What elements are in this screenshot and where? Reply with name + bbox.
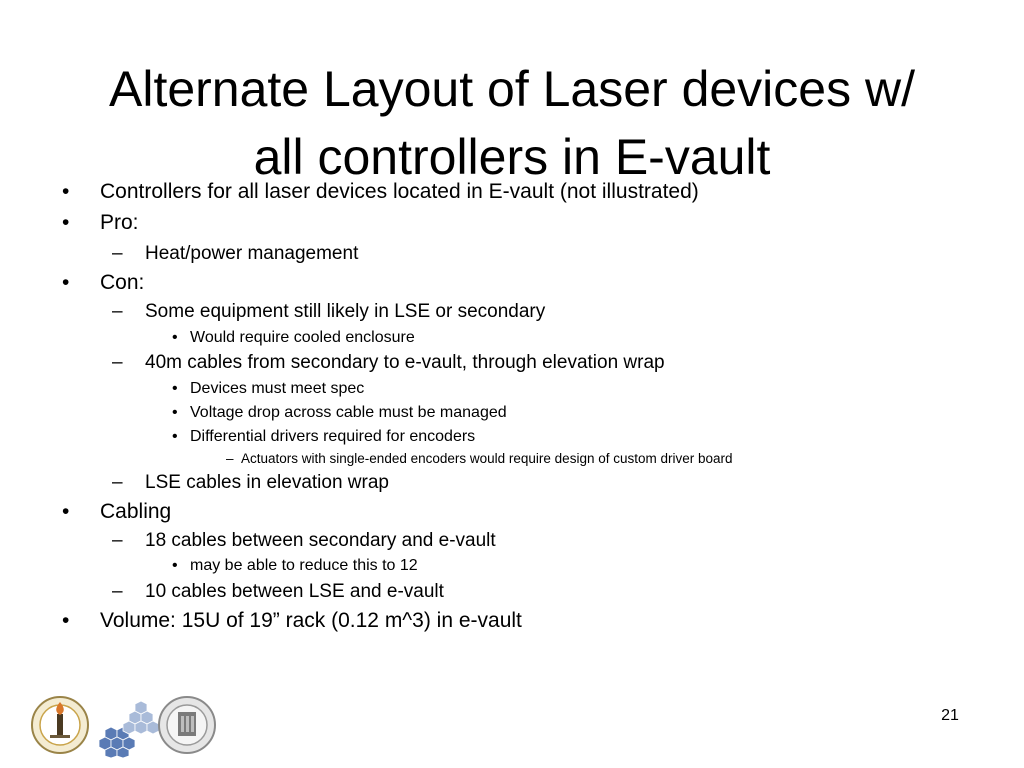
list-item-text: Voltage drop across cable must be managed [190, 404, 507, 421]
slide-title [60, 55, 964, 191]
dash-marker: – [112, 301, 123, 322]
bullet-marker: • [62, 500, 70, 523]
bullet-marker: • [172, 380, 178, 397]
dash-marker: – [112, 472, 123, 493]
dash-marker: – [112, 581, 123, 602]
list-item-text: 18 cables between secondary and e-vault [145, 530, 496, 551]
bullet-marker: • [62, 180, 70, 203]
bullet-marker: • [62, 609, 70, 632]
list-item-text: Cabling [100, 500, 172, 523]
logos-graphic [30, 692, 220, 758]
slide-title-line-2: all controllers in E-vault [253, 129, 771, 185]
bullet-marker: • [172, 404, 178, 421]
list-item-text: Differential drivers required for encoders [190, 428, 476, 445]
list-item-text: LSE cables in elevation wrap [145, 472, 389, 493]
caltech-seal-logo [32, 697, 88, 753]
logo-strip [30, 692, 220, 758]
bullet-marker: • [172, 428, 178, 445]
segmented-mirror-logo [99, 701, 159, 758]
bullet-marker: • [172, 557, 178, 574]
list-item-text: may be able to reduce this to 12 [190, 557, 418, 574]
list-item-text: Would require cooled enclosure [190, 329, 415, 346]
list-item-text: Some equipment still likely in LSE or secondary [145, 301, 546, 322]
list-item-text: Controllers for all laser devices located in E-vault (not illustrated) [100, 180, 699, 203]
dash-marker: – [112, 530, 123, 551]
list-item-text: 40m cables from secondary to e-vault, through elevation wrap [145, 352, 665, 373]
dash-marker: – [112, 243, 123, 264]
list-item-text: Heat/power management [145, 243, 359, 264]
list-item-text: Con: [100, 271, 145, 294]
list-item-text: 10 cables between LSE and e-vault [145, 581, 444, 602]
dash-marker: – [226, 451, 234, 466]
slide-title-line-1: Alternate Layout of Laser devices w/ [108, 61, 915, 117]
bullet-marker: • [62, 211, 70, 234]
list-item-text: Devices must meet spec [190, 380, 365, 397]
list-item-text: Pro: [100, 211, 139, 234]
bullet-marker: • [62, 271, 70, 294]
dash-marker: – [112, 352, 123, 373]
page-number: 21 [941, 707, 959, 724]
uc-seal-logo [159, 697, 215, 753]
bullet-marker: • [172, 329, 178, 346]
list-item-text: Volume: 15U of 19” rack (0.12 m^3) in e-vault [100, 609, 522, 632]
list-item-text: Actuators with single-ended encoders would require design of custom driver board [241, 451, 733, 466]
